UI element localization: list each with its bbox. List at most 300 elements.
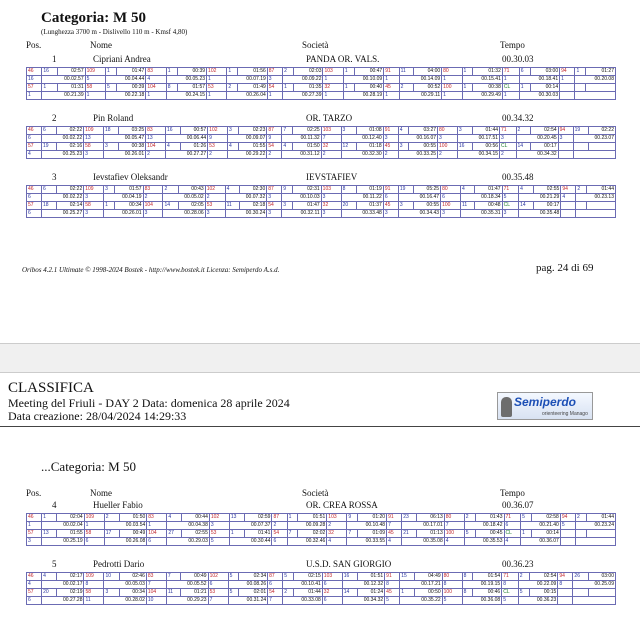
cumulative-time: 00.26.01 [104,210,143,218]
cumulative-rank: 8 [558,581,573,589]
split-row [27,522,616,530]
control-code: 87 [267,186,282,194]
cumulative-time: 00.05.52 [166,581,208,589]
control-code: 45 [383,202,398,210]
page-number: pag. 24 di 69 [536,262,594,274]
cumulative-time: 00.16.07 [398,135,437,143]
split-time: 01:47 [292,202,321,210]
control-code: 94 [560,514,575,522]
control-code: 103 [322,573,342,581]
cumulative-rank: 5 [560,522,575,530]
cumulative-time: 00.32.30 [341,151,383,159]
cumulative-rank: 7 [268,597,283,605]
athlete-row [26,500,616,512]
cumulative-time: 00.20.45 [516,135,558,143]
header-divider [0,426,640,427]
split-row [27,597,616,605]
split-time: 00:38 [118,143,145,151]
control-code: 103 [327,514,347,522]
control-code: CL [502,589,519,597]
cumulative-rank: 2 [143,194,163,202]
cumulative-rank: 1 [502,92,519,100]
split-rank: 15 [400,573,415,581]
split-rank: 2 [163,186,178,194]
empty-cell [558,143,573,151]
cumulative-time: 00.27.27 [166,151,208,159]
split-time: 00:45 [475,530,504,538]
control-code: 58 [85,84,105,92]
cumulative-time: 00.04.44 [105,76,145,84]
split-time: 01:56 [238,68,267,76]
empty-cell [561,202,576,210]
control-code: 54 [267,143,282,151]
split-row [27,538,616,546]
cumulative-rank: 3 [441,210,461,218]
cumulative-rank: 1 [27,92,42,100]
cumulative-time: 00.04.19 [104,194,143,202]
split-time: 00:49 [119,530,146,538]
cumulative-time: 00.23.13 [576,194,616,202]
cumulative-rank: 10 [146,597,166,605]
cumulative-rank: 1 [323,76,343,84]
cumulative-rank: 2 [327,522,347,530]
athlete-name: Pin Roland [93,113,134,123]
cumulative-rank: 1 [147,522,167,530]
control-code: 109 [84,186,104,194]
control-code: 87 [267,127,282,135]
cumulative-rank: 3 [321,194,341,202]
control-code: 45 [387,530,402,538]
control-code: 32 [321,143,341,151]
split-rank: 2 [104,514,119,522]
cumulative-rank: 3 [267,210,282,218]
split-rank: 7 [287,530,298,538]
cumulative-time: 00.02.22 [42,194,84,202]
split-time: 01:19 [356,186,383,194]
control-code: 58 [84,589,104,597]
cumulative-time: 00.34.32 [342,597,384,605]
cumulative-time: 00.28.06 [163,210,205,218]
split-time: 00:49 [181,573,208,581]
split-row [27,127,616,135]
control-code: 46 [27,514,42,522]
cumulative-rank: 7 [444,522,464,530]
split-rank: 17 [104,530,119,538]
split-time: 02:54 [531,127,558,135]
split-row [27,84,616,92]
cumulative-rank: 6 [147,538,167,546]
split-rank: 19 [41,143,56,151]
cumulative-time: 00.17.01 [402,522,445,530]
empty-cell [575,92,616,100]
split-rank: 4 [282,143,293,151]
cumulative-time: 00.11.32 [282,135,321,143]
split-rank: 1 [400,589,415,597]
control-code: 53 [207,84,227,92]
split-time: 01:54 [473,573,502,581]
split-time: 02:57 [57,68,85,76]
control-code: 109 [84,573,104,581]
split-time: 04:00 [414,68,442,76]
athlete-row [26,54,616,66]
split-rank: 1 [462,84,473,92]
cumulative-rank: 6 [383,194,398,202]
cumulative-time: 00.34.15 [457,151,499,159]
split-time: 00:17 [534,202,561,210]
cumulative-time: 00.16.47 [398,194,440,202]
control-code: CL [500,143,516,151]
control-code: 71 [504,514,521,522]
control-code: 54 [267,84,282,92]
control-code: 32 [322,589,342,597]
cumulative-time: 00.25.23 [41,151,83,159]
athlete-club: OR. CREA ROSSA [306,500,378,510]
cumulative-time: 00.29.49 [462,92,502,100]
cumulative-time: 00.32.46 [287,538,327,546]
cumulative-rank: 3 [383,210,398,218]
cumulative-rank: 1 [84,522,104,530]
cumulative-rank: 3 [438,135,458,143]
split-rank: 6 [41,127,56,135]
cumulative-time: 00.18.34 [460,194,502,202]
split-time: 00:47 [354,68,383,76]
control-code: 58 [84,143,104,151]
cumulative-rank: 1 [207,92,227,100]
cumulative-time: 00.10.09 [343,76,383,84]
cumulative-time: 00.09.22 [283,76,323,84]
athlete-row [26,113,616,125]
split-time: 00:48 [475,202,502,210]
split-rank: 8 [462,573,473,581]
control-code: 83 [147,514,167,522]
cumulative-time: 00.28.02 [104,597,146,605]
split-row [27,573,616,581]
split-time: 02:54 [529,573,558,581]
split-time: 02:46 [119,573,146,581]
athlete-pos: 4 [52,500,57,510]
control-code: 57 [27,202,42,210]
creation-date: Data creazione: 28/04/2024 14:29:33 [8,409,187,423]
split-time: 02:03 [294,68,323,76]
control-code: 103 [321,186,341,194]
split-time: 00:55 [413,202,440,210]
cumulative-time: 00.36.07 [521,538,561,546]
empty-cell [576,202,587,210]
cumulative-time: 00.26.04 [227,92,267,100]
split-row [27,581,616,589]
cumulative-time: 00.05.47 [104,135,146,143]
cumulative-time: 00.36.23 [518,597,558,605]
athlete-pos: 5 [52,559,57,569]
split-rank: 18 [104,127,119,135]
control-code: 91 [383,127,398,135]
control-code: 83 [146,68,166,76]
cumulative-rank: 1 [502,76,519,84]
split-rank: 5 [521,514,532,522]
cumulative-rank: 1 [384,92,399,100]
cumulative-rank: 4 [327,538,347,546]
split-time: 00:56 [472,143,499,151]
classifica-title: CLASSIFICA [8,380,94,396]
cumulative-time: 00.10.41 [283,581,323,589]
cumulative-rank: 7 [208,597,228,605]
split-time: 00:39 [177,68,206,76]
control-code: 32 [323,84,343,92]
split-rank: 1 [519,84,530,92]
cumulative-time: 00.17.51 [457,135,499,143]
control-code: 80 [442,573,462,581]
cumulative-time: 00.18.42 [464,522,504,530]
cumulative-time: 00.29.03 [167,538,210,546]
athlete-club: IEVSTAFIEV [306,172,358,182]
cumulative-rank: 1 [384,76,399,84]
header-pos: Pos. [26,40,42,50]
split-rank: 3 [341,127,356,135]
split-rank: 1 [521,530,532,538]
cumulative-rank: 1 [267,92,282,100]
split-time: 01:49 [238,84,267,92]
split-rank: 1 [229,530,244,538]
cumulative-time: 00.22.18 [105,92,145,100]
athlete-time: 00.30.03 [502,54,534,64]
split-time: 00:38 [473,84,502,92]
split-rank: 11 [225,202,239,210]
split-time: 01:44 [293,589,322,597]
control-code: 87 [268,573,283,581]
split-time: 01:24 [357,589,384,597]
split-time: 01:37 [356,202,383,210]
cumulative-time: 00.10.03 [282,194,321,202]
cumulative-rank: 3 [143,210,163,218]
cumulative-rank: 8 [84,581,104,589]
control-code: 104 [147,530,167,538]
split-time: 02:23 [238,127,267,135]
cumulative-rank: 3 [84,210,104,218]
cumulative-time: 00.22.09 [518,581,558,589]
cumulative-time: 00.17.21 [400,581,442,589]
split-time: 02:05 [178,202,205,210]
split-time: 02:55 [182,530,209,538]
split-rank: 23 [402,514,417,522]
athlete-pos: 3 [52,172,57,182]
empty-cell [575,84,586,92]
cumulative-time: 00.27.39 [283,92,323,100]
split-rank: 12 [341,143,356,151]
empty-cell [561,210,576,218]
category-title: Categoria: M 50 [41,10,146,26]
cumulative-rank: 5 [502,597,519,605]
control-code: 109 [84,127,104,135]
split-time: 01:32 [473,68,502,76]
cumulative-rank: 6 [322,581,342,589]
split-times-table [26,572,616,605]
cumulative-time: 00.30.24 [225,210,267,218]
split-rank: 1 [343,68,354,76]
athlete-row [26,172,616,184]
cumulative-rank: 3 [500,135,516,143]
cumulative-time: 00.33.55 [347,538,387,546]
cumulative-time: 00.21.29 [519,194,561,202]
split-time: 01:13 [417,530,444,538]
cumulative-time: 00.34.32 [516,151,558,159]
cumulative-time: 00.05.03 [104,581,146,589]
split-rank: 4 [225,186,239,194]
header-pos: Pos. [26,488,42,498]
control-code: 109 [85,68,105,76]
split-time: 01:55 [57,530,84,538]
split-row [27,186,616,194]
logo-subtext: orienteering Manago [542,411,588,417]
split-time: 02:22 [588,127,615,135]
cumulative-rank: 4 [27,151,42,159]
athlete-club: PANDA OR. VALS. [306,54,380,64]
control-code: 71 [502,573,519,581]
split-time: 02:17 [57,573,84,581]
cumulative-rank: 7 [387,522,402,530]
cumulative-time: 00.31.24 [228,597,268,605]
cumulative-rank: 6 [27,597,42,605]
cumulative-time: 00.36.08 [462,597,502,605]
control-code: 83 [143,186,163,194]
cumulative-rank: 2 [205,194,225,202]
cumulative-time: 00.35.53 [464,538,504,546]
control-code: 58 [84,530,104,538]
control-code: 100 [438,143,458,151]
split-rank: 2 [283,68,294,76]
control-code: 32 [327,530,347,538]
split-time: 01:47 [475,186,502,194]
split-rank: 16 [457,143,472,151]
split-time: 02:14 [57,202,84,210]
cumulative-rank: 3 [267,76,282,84]
split-time: 02:02 [298,530,327,538]
cumulative-time: 00.24.15 [166,92,206,100]
cumulative-time: 00.29.11 [399,92,442,100]
cumulative-rank: 3 [84,151,104,159]
control-code: 53 [208,589,228,597]
cumulative-time: 00.33.48 [341,210,383,218]
control-code: 91 [383,186,398,194]
cumulative-rank: 6 [322,597,342,605]
cumulative-rank: 6 [441,194,461,202]
cumulative-rank: 1 [85,92,105,100]
cumulative-time: 00.02.57 [42,76,85,84]
control-code: 102 [207,68,227,76]
split-time: 00:46 [473,589,502,597]
cumulative-rank: 1 [27,522,42,530]
cumulative-rank: 2 [208,151,228,159]
cumulative-time: 00.23.24 [575,522,615,530]
control-code: 46 [27,186,42,194]
split-time: 02:34 [239,573,268,581]
control-code: 57 [27,84,42,92]
split-rank: 19 [573,127,588,135]
logo-text: Semiperdo [514,395,577,409]
control-code: 80 [444,514,464,522]
athlete-name: Hueller Fabio [93,500,143,510]
control-code: 100 [441,202,461,210]
control-code: 100 [444,530,464,538]
split-times-table [26,126,616,159]
split-row [27,92,616,100]
control-code: 45 [385,589,400,597]
cumulative-rank: 3 [321,210,341,218]
meeting-line: Meeting del Friuli - DAY 2 Data: domenica 28 aprile 2024 [8,396,290,410]
empty-cell [586,84,616,92]
control-code: 91 [385,573,400,581]
split-time: 01:21 [181,589,208,597]
cumulative-time: 00.33.25 [398,151,437,159]
split-row [27,514,616,522]
athlete-name: Ievstafiev Oleksandr [93,172,168,182]
cumulative-rank: 6 [268,581,283,589]
control-code: 100 [442,589,462,597]
cumulative-time: 00.35.08 [402,538,445,546]
cumulative-time: 00.30.44 [229,538,272,546]
cumulative-time: 00.21.39 [42,92,85,100]
cumulative-rank: 2 [146,151,166,159]
split-time: 01:44 [586,514,615,522]
split-row [27,76,616,84]
split-time: 00:14 [531,530,560,538]
split-time: 02:19 [57,589,84,597]
cumulative-rank: 5 [442,597,462,605]
empty-cell [587,202,616,210]
empty-cell [560,84,575,92]
split-time: 01:51 [298,514,327,522]
cumulative-rank: 1 [442,92,462,100]
control-code: 80 [441,186,461,194]
split-time: 02:15 [293,573,322,581]
control-code: 103 [321,127,341,135]
split-rank: 2 [516,127,531,135]
control-code: 83 [146,573,166,581]
cumulative-rank: 2 [272,522,287,530]
cumulative-rank: 6 [84,538,104,546]
empty-cell [588,143,615,151]
control-code: 57 [27,530,42,538]
cumulative-rank: 3 [267,194,282,202]
split-rank: 5 [464,530,475,538]
cumulative-time: 00.12.40 [341,135,383,143]
split-time: 02:25 [292,127,321,135]
split-rank: 3 [398,202,413,210]
empty-cell [573,143,588,151]
split-rank: 3 [282,202,293,210]
cumulative-rank: 1 [146,92,166,100]
cumulative-time: 00.19.15 [462,581,502,589]
split-row [27,135,616,143]
split-rank: 4 [167,514,182,522]
athlete-time: 00.35.48 [502,172,534,182]
cumulative-time: 00.02.17 [42,581,84,589]
split-time: 01:50 [292,143,321,151]
split-rank: 14 [516,143,531,151]
control-code: 46 [27,68,42,76]
cumulative-rank: 4 [387,538,402,546]
split-time: 01:44 [587,186,616,194]
split-rank: 8 [341,186,356,194]
split-time: 02:58 [531,514,560,522]
control-code: 71 [502,186,519,194]
cumulative-rank: 8 [385,581,400,589]
cumulative-time: 00.35.48 [519,210,561,218]
athlete-time: 00.34.32 [502,113,534,123]
split-time: 05:25 [413,186,440,194]
cumulative-time: 00.26.08 [104,538,147,546]
split-rank: 8 [166,84,177,92]
header-club: Società [302,488,329,498]
